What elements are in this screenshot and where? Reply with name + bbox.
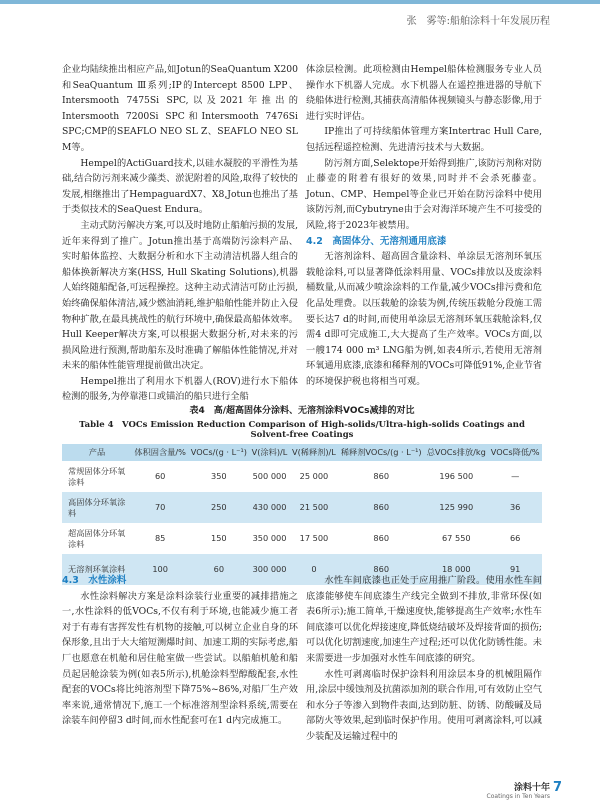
paragraph: 水性车间底漆也正处于应用推广阶段。使用水性车间底漆能够使车间底漆生产线完全做到不排放,非常环保(如表6所示);施工简单,干燥速度快,能够提高生产效率;水性车间底漆可以优化焊接速度,降低烧结破坏及焊接背面的损伤;可以优化切割速度,加速生产过程;还可以优化防锈性能。未来需要进一步加强对水性车间底漆的研究。 bbox=[306, 575, 542, 664]
paragraph: 体涂层检测。此项检测由Hempel船体检测服务专业人员操作水下机器人完成。水下机器人在遥控推进器的导航下绕船体进行检测,其捕获高清船体视频镜头与静态影像,用于进行实时评估。 bbox=[306, 64, 542, 122]
table-cell: — bbox=[511, 471, 520, 481]
table-cell: 无溶剂环氧涂料 bbox=[68, 564, 126, 574]
table-cell: 91 bbox=[509, 564, 521, 574]
table-cell: 常规固体分环氧涂料 bbox=[68, 465, 126, 487]
page-footer bbox=[486, 780, 562, 800]
table-title-en: Table 4 VOCs Emission Reduction Comparison of High-solids/Ultra-high-solids Coatings and Solvent-free Coatings bbox=[79, 420, 525, 440]
table-cell: 超高固体分环氧涂料 bbox=[68, 527, 126, 549]
column-header: VOCs降低/% bbox=[490, 447, 540, 457]
table-cell: 300 000 bbox=[252, 564, 287, 574]
table-cell: 250 bbox=[211, 502, 227, 512]
table-cell: 125 990 bbox=[439, 502, 474, 512]
table-cell: 36 bbox=[509, 502, 521, 512]
table-cell: 350 bbox=[211, 471, 227, 481]
table-4 bbox=[62, 403, 542, 585]
table-header-row bbox=[62, 444, 542, 461]
data-table bbox=[62, 444, 542, 585]
column-header: 体积固含量/% bbox=[134, 447, 186, 457]
paragraph: 水性可剥离临时保护涂料利用涂层本身的机械阻隔作用,涂层中缓蚀剂及抗菌添加剂的联合作用,可有效防止空气和水分子等渗入到物件表面,达到防脏、防锈、防酸碱及局部防火等效果,起到临时保护作用。使用可剥离涂料,可以减少装配及运输过程中的 bbox=[306, 668, 542, 742]
table-row bbox=[62, 523, 542, 554]
table-cell: 350 000 bbox=[252, 533, 287, 543]
column-header: V(涂料)/L bbox=[251, 447, 288, 457]
table-cell: 860 bbox=[373, 502, 390, 512]
table-cell: 70 bbox=[154, 502, 166, 512]
table-cell: 21 500 bbox=[299, 502, 329, 512]
paragraph: 主动式防污解决方案,可以及时地防止船舶污损的发展,近年来得到了推广。Jotun推出基于高端防污涂料产品、实时船体监控、大数据分析和水下主动清洁机器人组合的船体换新解决方案(HSS, Hull Skating Solutions),机器人始终随船配备,可远程操控。这种主动式清洁可防止污损,始终确保船体清洁,减少燃油消耗,维护船舶性能并防止入侵物种扩散,在最具挑战性的航行环境中,确保最高船体效率。Hull Keeper解决方案,可以根据大数据分析,对未来的污损风险进行预测,帮助船东及时准确了解船体性能情况,并对未来的船体性能管理提前做出决定。 bbox=[62, 219, 298, 372]
table-cell: 85 bbox=[154, 533, 166, 543]
table-cell: 66 bbox=[509, 533, 521, 543]
table-cell: 860 bbox=[373, 564, 390, 574]
paragraph: 企业均陆续推出相应产品,如Jotun的SeaQuantum X200和SeaQuantum Ⅲ系列;IP的Intercept 8500 LPP、Intersmooth 7475Si SPC,以及2021年推出的Intersmooth 7200Si SPC和Intersmooth 7476Si SPC;CMP的SEAFLO NEO SL Z、SEAFLO NEO SL M等。 bbox=[62, 64, 298, 153]
table-title-cn: 表4 高/超高固体分涂料、无溶剂涂料VOCs减排的对比 bbox=[189, 406, 415, 416]
paragraph: Hempel推出了利用水下机器人(ROV)进行水下船体检测的服务,为停靠港口或锚泊的船只进行全船 bbox=[62, 375, 298, 403]
bottom-left-column bbox=[62, 573, 298, 729]
header-bar bbox=[0, 0, 600, 4]
journal-name-en: Coatings in Ten Years bbox=[486, 793, 550, 800]
bottom-right-column bbox=[306, 573, 542, 745]
table-cell: 860 bbox=[373, 533, 390, 543]
column-header: 产品 bbox=[88, 447, 106, 457]
table-row bbox=[62, 461, 542, 492]
table-cell: 25 000 bbox=[299, 471, 329, 481]
column-header: VOCs/(g · L⁻¹) bbox=[190, 447, 247, 457]
table-cell: 196 500 bbox=[439, 471, 474, 481]
table-cell: 500 000 bbox=[252, 471, 287, 481]
table-cell: 18 000 bbox=[441, 564, 471, 574]
table-cell: 430 000 bbox=[252, 502, 287, 512]
section-heading-4-3: 4.3 水性涂料 bbox=[62, 575, 127, 586]
page-number: 7 bbox=[552, 780, 562, 795]
paragraph: 防污剂方面,Selektope开始得到推广,该防污剂称对防止藤壶的附着有很好的效果,同时并不会杀死藤壶。Jotun、CMP、Hempel等企业已开始在防污涂料中使用该防污剂,而Cybutryne由于会对海洋环境产生不可接受的风险,将于2023年被禁用。 bbox=[306, 157, 542, 231]
paragraph: Hempel的ActiGuard技术,以硅水凝胶的平滑性为基础,结合防污剂来减少藻类、淤泥附着的风险,取得了较快的发展,相继推出了HempaguardX7、X8,Jotun也推出了基于类似技术的SeaQuest Endura。 bbox=[62, 157, 298, 216]
paragraph: 水性涂料解决方案是涂料涂装行业重要的减排措施之一,水性涂料的低VOCs,不仅有利于环境,也能减少施工者对于有毒有害挥发性有机物的接触,可以树立企业自身的环保形象,且出于大大缩短测爆时间、加速工期的实际考虑,船厂也愿意在机舱和居住舱室做一些尝试。以船舶机舱和船员起居舱涂装为例(如表5所示),机舱涂料型醇酸配套,水性配套的VOCs将比纯溶剂型下降75%~86%,对船厂生产效率来说,通常情况下,施工一个标准溶剂型涂料系统,需要在涂装车间停留3 d时间,而水性配套可在1 d内完成施工。 bbox=[62, 590, 298, 727]
paragraph: IP推出了可持续船体管理方案Intertrac Hull Care,包括远程遥控检测、先进清污技术与大数据。 bbox=[306, 126, 542, 153]
column-header: V(稀释剂)/L bbox=[292, 447, 336, 457]
table-cell: 150 bbox=[211, 533, 227, 543]
journal-name: 涂料十年 bbox=[513, 783, 550, 793]
page-header bbox=[0, 0, 600, 34]
column-header: 总VOCs排放/kg bbox=[426, 447, 486, 457]
table-cell: 0 bbox=[311, 564, 317, 574]
left-column bbox=[62, 62, 298, 405]
table-cell: 67 550 bbox=[441, 533, 471, 543]
table-cell: 860 bbox=[373, 471, 390, 481]
column-header: 稀释剂VOCs/(g · L⁻¹) bbox=[340, 447, 422, 457]
section-heading-4-2: 4.2 高固体分、无溶剂通用底漆 bbox=[306, 235, 447, 247]
paragraph: 无溶剂涂料、超高固含量涂料、单涂层无溶剂环氧压载舱涂料,可以显著降低涂料用量、VOCs排放以及废涂料桶数量,从而减少喷涂涂料的工作量,减少VOCs排污费和危化品处理费。以压载舱的涂装为例,传统压载舱分段施工需要长达7 d的时间,而使用单涂层无溶剂环氧压载舱涂料,仅需4 d即可完成施工,大大提高了生产效率。VOCs方面,以一艘174 000 m³ LNG船为例,如表4所示,若使用无溶剂环氧通用底漆,底漆和稀释剂的VOCs可降低91%,企业节省的环境保护税也将相当可观。 bbox=[306, 251, 542, 387]
right-column bbox=[306, 62, 542, 389]
table-cell: 100 bbox=[152, 564, 168, 574]
table-cell: 17 500 bbox=[299, 533, 329, 543]
table-row bbox=[62, 492, 542, 523]
table-cell: 60 bbox=[213, 564, 225, 574]
table-cell: 高固体分环氧涂料 bbox=[68, 496, 126, 518]
running-title: 张 雾等:船舶涂料十年发展历程 bbox=[406, 16, 550, 27]
table-cell: 60 bbox=[154, 471, 166, 481]
